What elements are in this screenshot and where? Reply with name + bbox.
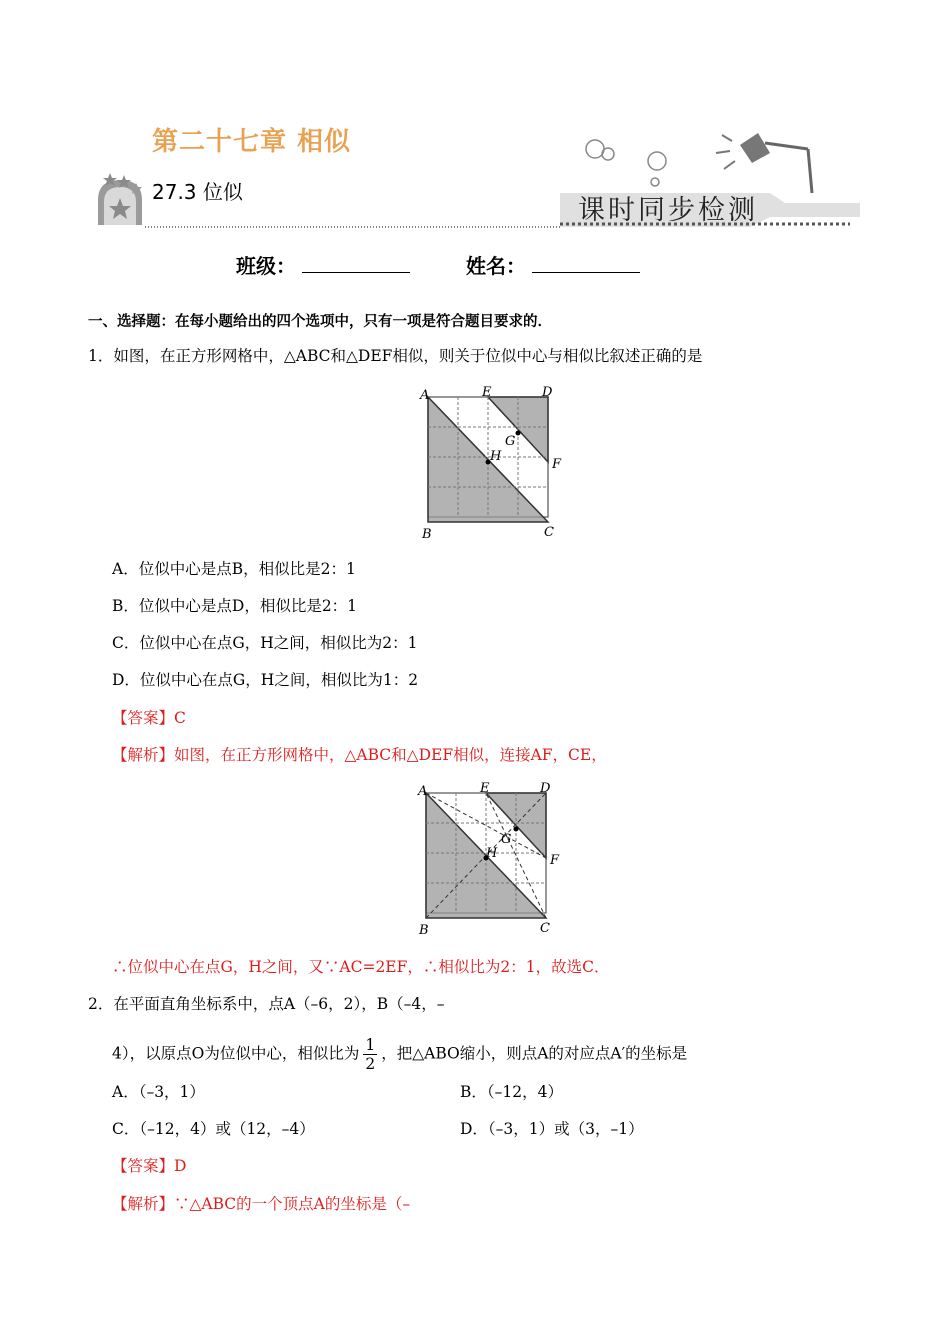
- q1-analysis-text: 如图，在正方形网格中，△ABC和△DEF相似，连接AF，CE，: [174, 746, 607, 764]
- label-d: D: [542, 385, 553, 400]
- chapter-title: 第二十七章 相似: [152, 127, 352, 157]
- q2-option-a[interactable]: A．（–3，1）: [112, 1083, 205, 1101]
- label-g: G: [505, 434, 516, 449]
- q1-answer: [112, 708, 186, 728]
- q2-fraction-num: 1: [365, 1036, 376, 1054]
- q2-fraction: [363, 1036, 377, 1073]
- q1-option-c[interactable]: C．位似中心在点G，H之间，相似比为2：1: [112, 634, 418, 652]
- label-a: A: [420, 388, 430, 403]
- label-h: H: [490, 449, 502, 464]
- q1-analysis: [112, 745, 607, 765]
- q2-answer: [112, 1156, 186, 1176]
- label-e-2: E: [480, 781, 490, 796]
- q1-option-a[interactable]: A．位似中心是点B，相似比是2：1: [112, 560, 356, 578]
- label-a-2: A: [418, 784, 428, 799]
- q2-stem-post: ，把△ABO缩小，则点A的对应点A′的坐标是: [381, 1044, 688, 1063]
- label-h-2: H: [486, 846, 498, 861]
- label-d-2: D: [540, 781, 551, 796]
- q2-fraction-den: 2: [365, 1055, 376, 1073]
- q1-option-b[interactable]: B．位似中心是点D，相似比是2：1: [112, 597, 358, 615]
- q2-option-d[interactable]: D．（–3，1）或（3，–1）: [460, 1120, 644, 1138]
- label-c: C: [544, 525, 554, 540]
- q1-analysis-figure: [414, 780, 574, 940]
- q1-analysis-tag: 【解析】: [112, 746, 175, 764]
- q2-analysis: [112, 1194, 410, 1214]
- section-heading: 一、选择题：在每小题给出的四个选项中，只有一项是符合题目要求的．: [88, 314, 552, 330]
- name-label: 姓名：: [466, 254, 526, 278]
- q2-stem-line1: 2．在平面直角坐标系中，点A（–6，2），B（–4，–: [88, 995, 445, 1013]
- q1-figure: [416, 384, 576, 544]
- name-field[interactable]: [466, 250, 640, 279]
- label-e: E: [482, 385, 492, 400]
- q2-option-c[interactable]: C．（–12，4）或（12，–4）: [112, 1120, 315, 1138]
- q2-answer-tag: 【答案】: [112, 1157, 175, 1175]
- class-blank[interactable]: [302, 254, 410, 273]
- q2-stem-pre: 4），以原点O为位似中心，相似比为: [112, 1044, 360, 1063]
- label-f: F: [552, 457, 562, 472]
- q1-answer-value: C: [174, 709, 186, 727]
- brand-title: 课时同步检测: [578, 195, 758, 226]
- q1-conclusion: ∴位似中心在点G，H之间，又∵AC=2EF，∴相似比为2：1，故选C．: [112, 958, 610, 976]
- label-c-2: C: [540, 921, 550, 936]
- label-b: B: [422, 527, 432, 542]
- label-b-2: B: [419, 923, 429, 938]
- class-field[interactable]: [236, 250, 410, 279]
- q2-option-b[interactable]: B．（–12，4）: [460, 1083, 563, 1101]
- label-f-2: F: [550, 853, 560, 868]
- star-badge-icon: [98, 173, 142, 225]
- label-g-2: G: [501, 832, 512, 847]
- q2-analysis-tag: 【解析】: [112, 1195, 175, 1213]
- q1-answer-tag: 【答案】: [112, 709, 175, 727]
- class-label: 班级：: [236, 254, 296, 278]
- q2-stem-line2: [112, 1036, 687, 1073]
- q2-answer-value: D: [174, 1157, 187, 1175]
- q1-option-d[interactable]: D．位似中心在点G，H之间，相似比为1：2: [112, 671, 419, 689]
- q2-analysis-text: ∵△ABC的一个顶点A的坐标是（–: [174, 1195, 411, 1213]
- section-title: 27.3 位似: [152, 180, 243, 204]
- desk-lamp-icon: [716, 133, 812, 193]
- q1-stem: 1．如图，在正方形网格中，△ABC和△DEF相似，则关于位似中心与相似比叙述正确的是: [88, 347, 703, 365]
- name-blank[interactable]: [532, 254, 640, 273]
